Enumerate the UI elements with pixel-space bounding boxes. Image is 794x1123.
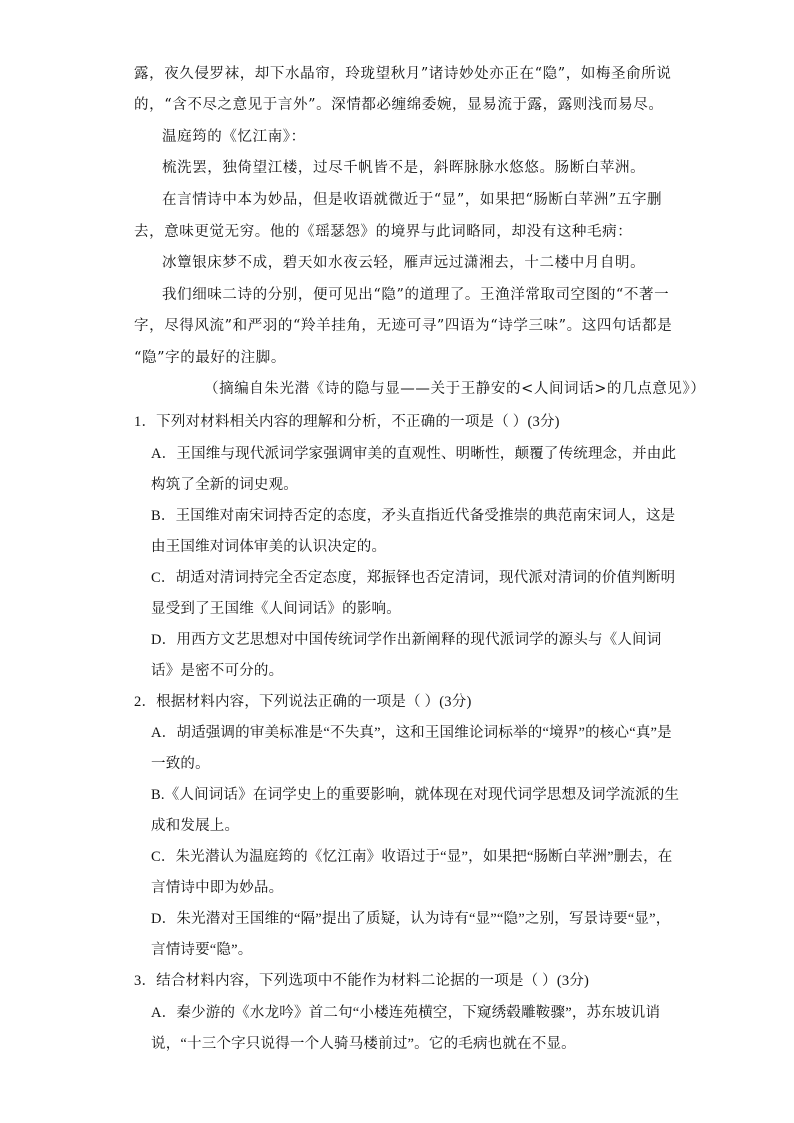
option-c-cont: 言情诗中即为妙品。 <box>151 880 284 896</box>
option-a-cont: 一致的。 <box>151 756 210 772</box>
option-a-cont: 说，“十三个字只说得一个人骑马楼前过”。它的毛病也就在不显。 <box>151 1036 576 1052</box>
option-a-cont: 构筑了全新的词史观。 <box>151 477 298 493</box>
option-b-cont: 成和发展上。 <box>151 818 240 834</box>
option-b: B.《人间词话》在词学史上的重要影响，就体现在对现代词学思想及词学流派的生 <box>151 787 680 803</box>
question-stem: 3．结合材料内容，下列选项中不能作为材料二论据的一项是（ ）(3分) <box>134 973 590 989</box>
option-d: D．朱光潜对王国维的“隔”提出了质疑，认为诗有“显”“隐”之别，写景诗要“显”， <box>151 911 671 927</box>
material-line: 去，意味更觉无穷。他的《瑶瑟怨》的境界与此词略同，却没有这种毛病： <box>134 224 633 240</box>
material-line: “隐”字的最好的注脚。 <box>134 350 286 366</box>
option-a: A．秦少游的《水龙吟》首二句“小楼连苑横空，下窥绣毂雕鞍骤”，苏东坡讥诮 <box>151 1005 661 1021</box>
option-d: D．用西方文艺思想对中国传统词学作出新阐释的现代派词学的源头与《人间词 <box>151 632 662 648</box>
material-line: 在言情诗中本为妙品，但是收语就微近于“显”，如果把“肠断白苹洲”五字删 <box>162 192 663 208</box>
option-d-cont: 言情诗要“隐”。 <box>151 942 253 958</box>
option-c-cont: 显受到了王国维《人间词话》的影响。 <box>151 601 401 617</box>
poem-line: 冰簟银床梦不成，碧天如水夜云轻，雁声远过潇湘去，十二楼中月自明。 <box>162 255 646 271</box>
material-line: 的，“含不尽之意见于言外”。深情都必缠绵委婉，显易流于露，露则浅而易尽。 <box>134 97 664 113</box>
option-d-cont: 话》是密不可分的。 <box>151 663 284 679</box>
option-b: B．王国维对南宋词持否定的态度，矛头直指近代备受推崇的典范南宋词人，这是 <box>151 508 676 524</box>
question-stem: 2．根据材料内容，下列说法正确的一项是（ ）(3分) <box>134 694 472 710</box>
poem-line: 梳洗罢，独倚望江楼，过尽千帆皆不是，斜晖脉脉水悠悠。肠断白苹洲。 <box>162 160 646 176</box>
material-line: 字，尽得风流”和严羽的“羚羊挂角，无迹可寻”四语为“诗学三味”。这四句话都是 <box>134 318 673 334</box>
option-b-cont: 由王国维对词体审美的认识决定的。 <box>151 539 387 555</box>
question-stem: 1．下列对材料相关内容的理解和分析，不正确的一项是（ ）(3分) <box>134 414 560 430</box>
option-a: A．胡适强调的审美标准是“不失真”，这和王国维论词标举的“境界”的核心“真”是 <box>151 725 672 741</box>
material-line: 我们细味二诗的分别，便可见出“隐”的道理了。王渔洋常取司空图的“不著一 <box>162 287 670 303</box>
material-line: 露，夜久侵罗袜，却下水晶帘，玲珑望秋月”诸诗妙处亦正在“隐”，如梅圣俞所说 <box>134 66 672 82</box>
option-a: A．王国维与现代派词学家强调审美的直观性、明晰性，颠覆了传统理念，并由此 <box>151 446 677 462</box>
option-c: C．朱光潜认为温庭筠的《忆江南》收语过于“显”，如果把“肠断白苹洲”删去，在 <box>151 849 673 865</box>
source-citation: （摘编自朱光潜《诗的隐与显——关于王静安的<人间词话>的几点意见》） <box>204 381 706 397</box>
material-line: 温庭筠的《忆江南》： <box>162 129 306 145</box>
option-c: C．胡适对清词持完全否定态度，郑振铎也否定清词，现代派对清词的价值判断明 <box>151 570 676 586</box>
